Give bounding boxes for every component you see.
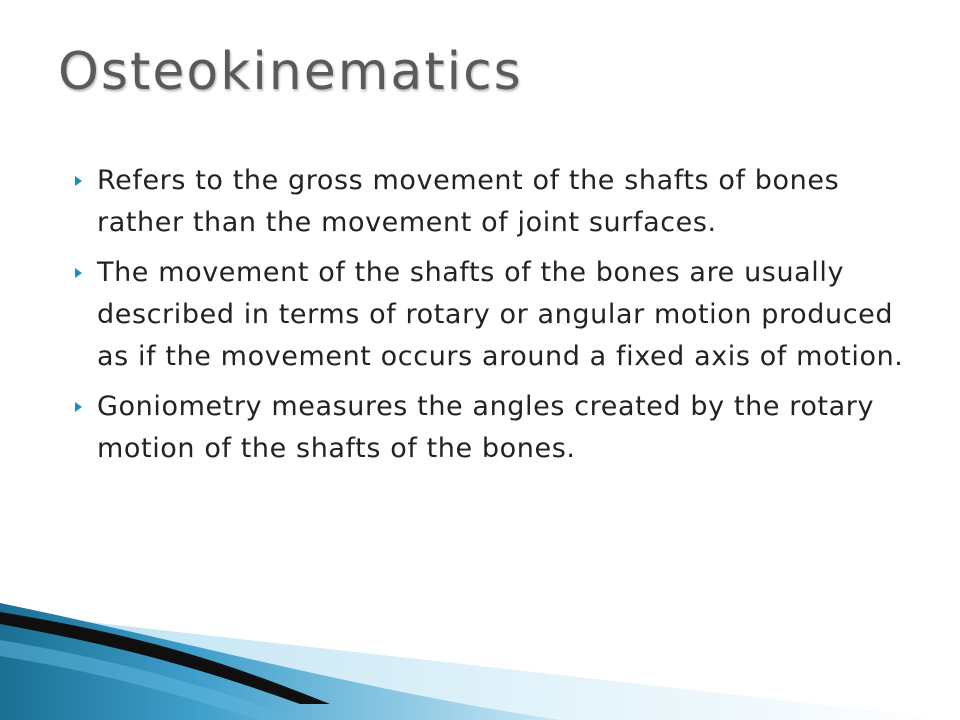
- bullet-item: [75, 160, 905, 244]
- bullet-item: [75, 252, 905, 378]
- bullet-text: The movement of the shafts of the bones are usually described in terms of rotary or angular motion produced as if the movement occurs around a fixed axis of motion.: [97, 257, 904, 372]
- triangle-arrow-icon: [75, 176, 82, 186]
- slide-title: Osteokinematics: [58, 42, 523, 102]
- bullet-text: Goniometry measures the angles created by the rotary motion of the shafts of the bones.: [97, 391, 875, 464]
- bullet-text: Refers to the gross movement of the shafts of bones rather than the movement of joint surfaces.: [97, 165, 840, 238]
- triangle-arrow-icon: [75, 402, 82, 412]
- bullet-list: [75, 160, 905, 478]
- bullet-item: [75, 386, 905, 470]
- triangle-arrow-icon: [75, 268, 82, 278]
